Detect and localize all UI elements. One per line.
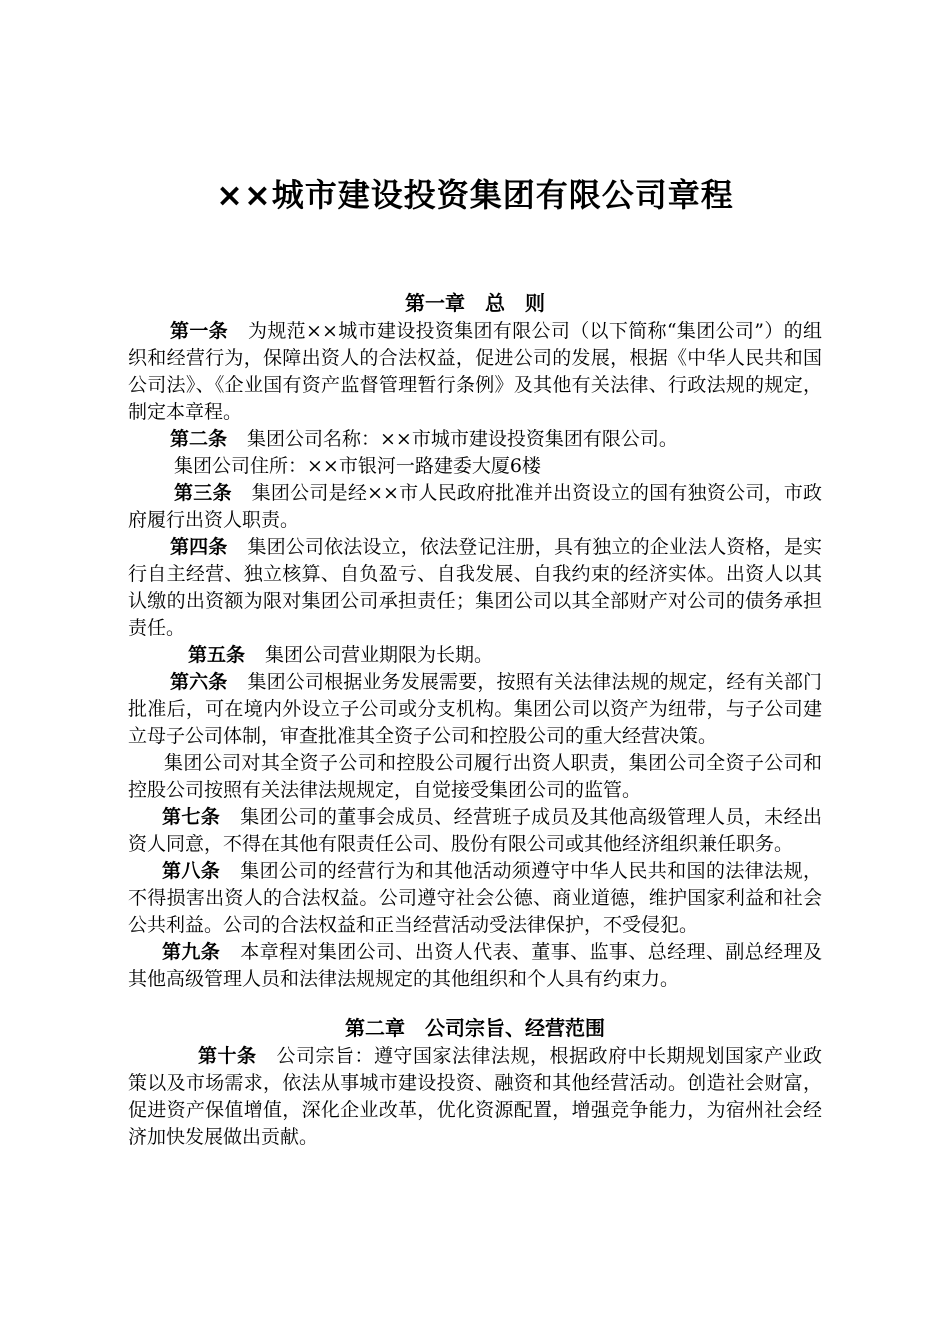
article-8-number: 第八条 <box>162 860 221 882</box>
article-5-number: 第五条 <box>188 644 246 666</box>
article-10-text: 公司宗旨：遵守国家法律法规，根据政府中长期规划国家产业政策以及市场需求，依法从事城市建设投资、融资和其他经营活动。创造社会财富，促进资产保值增值，深化企业改革，优化资源配置，增强竞争能力，为宿州社会经济加快发展做出贡献。 <box>128 1045 822 1148</box>
article-7-number: 第七条 <box>162 806 221 828</box>
article-1 <box>128 318 822 426</box>
article-9-text: 本章程对集团公司、出资人代表、董事、监事、总经理、副总经理及其他高级管理人员和法律法规规定的其他组织和个人具有约束力。 <box>128 941 822 990</box>
article-5-text: 集团公司营业期限为长期。 <box>265 644 494 666</box>
article-1-number: 第一条 <box>170 320 229 342</box>
article-6-paragraph-2: 集团公司对其全资子公司和控股公司履行出资人职责，集团公司全资子公司和控股公司按照有关法律法规规定，自觉接受集团公司的监管。 <box>128 752 822 801</box>
article-4-number: 第四条 <box>170 536 228 558</box>
article-5 <box>128 642 822 669</box>
article-1-text: 为规范××城市建设投资集团有限公司（以下简称“集团公司”）的组织和经营行为，保障出资人的合法权益，促进公司的发展，根据《中华人民共和国公司法》、《企业国有资产监督管理暂行条例》及其他有关法律、行政法规的规定，制定本章程。 <box>128 320 822 423</box>
document-title: ××城市建设投资集团有限公司章程 <box>216 176 734 214</box>
article-6-text: 集团公司根据业务发展需要，按照有关法律法规的规定，经有关部门批准后，可在境内外设立子公司或分支机构。集团公司以资产为纽带，与子公司建立母子公司体制，审查批准其全资子公司和控股公司的重大经营决策。 <box>128 671 822 747</box>
article-4 <box>128 534 822 642</box>
article-8-text: 集团公司的经营行为和其他活动须遵守中华人民共和国的法律法规，不得损害出资人的合法权益。公司遵守社会公德、商业道德，维护国家利益和社会公共利益。公司的合法权益和正当经营活动受法律保护，不受侵犯。 <box>128 860 822 936</box>
article-3-number: 第三条 <box>174 482 232 504</box>
article-3-text: 集团公司是经××市人民政府批准并出资设立的国有独资公司，市政府履行出资人职责。 <box>128 482 822 531</box>
article-10-number: 第十条 <box>198 1045 257 1067</box>
document-body <box>128 288 822 1151</box>
article-6 <box>128 669 822 750</box>
article-3 <box>128 480 822 534</box>
article-2-number: 第二条 <box>170 428 228 450</box>
article-10 <box>128 1043 822 1151</box>
article-8 <box>128 858 822 939</box>
article-7 <box>128 804 822 858</box>
article-2-address: 集团公司住所：××市银河一路建委大厦6楼 <box>174 455 541 477</box>
article-6-number: 第六条 <box>170 671 228 693</box>
article-7-text: 集团公司的董事会成员、经营班子成员及其他高级管理人员，未经出资人同意，不得在其他有限责任公司、股份有限公司或其他经济组织兼任职务。 <box>128 806 822 855</box>
chapter-2-heading: 第二章 公司宗旨、经营范围 <box>345 1016 605 1040</box>
article-2 <box>128 426 822 453</box>
article-9 <box>128 939 822 993</box>
article-4-text: 集团公司依法设立，依法登记注册，具有独立的企业法人资格，是实行自主经营、独立核算、自负盈亏、自我发展、自我约束的经济实体。出资人以其认缴的出资额为限对集团公司承担责任；集团公司以其全部财产对公司的债务承担责任。 <box>128 536 822 639</box>
article-2-text: 集团公司名称：××市城市建设投资集团有限公司。 <box>247 428 678 450</box>
article-9-number: 第九条 <box>162 941 221 963</box>
chapter-1-heading: 第一章 总 则 <box>405 291 545 315</box>
